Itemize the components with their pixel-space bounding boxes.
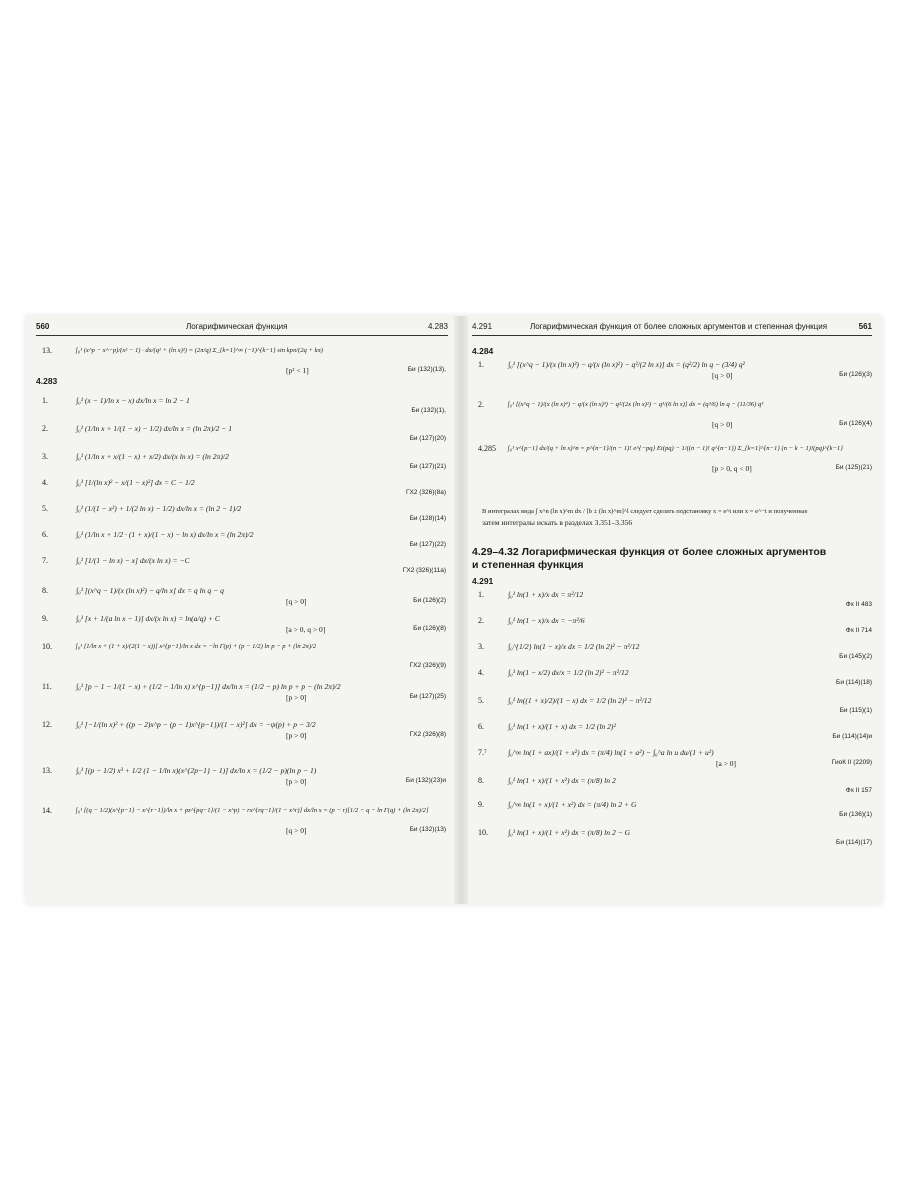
- entry-number: 1.: [478, 360, 484, 369]
- condition: [p > 0]: [286, 777, 307, 786]
- formula: ∫₀^∞ ln(1 + x)/(1 + x²) dx = (π/4) ln 2 + G: [508, 800, 637, 809]
- page-number: 561: [858, 322, 872, 331]
- formula-entry: [472, 696, 872, 716]
- source-reference: Би (127)(20): [409, 435, 446, 442]
- source-reference: Би (145)(2): [839, 653, 872, 660]
- source-reference: Фх II 157: [845, 787, 872, 794]
- formula: ∫₀¹ [(p − 1/2) x³ + 1/2 (1 − 1/ln x)(x^{2p−1} − 1)] dx/ln x = (1/2 − p)(ln p − 1): [76, 766, 317, 775]
- formula-entry: [472, 590, 872, 610]
- right-page: [466, 316, 882, 904]
- condition: [p² < 1]: [286, 366, 309, 375]
- formula: ∫₀¹ [(x^q − 1)/(x (ln x)²) − q/ln x] dx = q ln q − q: [76, 586, 224, 595]
- entry-number: 4.: [42, 478, 48, 487]
- source-reference: Би (126)(2): [413, 597, 446, 604]
- formula-entry: [36, 682, 446, 702]
- substitution-note: [482, 506, 866, 528]
- formula-entry: [472, 360, 872, 380]
- section-label: 4.283: [36, 376, 58, 386]
- formula-entry: [36, 614, 446, 634]
- formula: ∫₀¹ ln((1 + x)/2)/(1 − x) dx = 1/2 (ln 2)² − π²/12: [508, 696, 652, 705]
- entry-number: 2.: [478, 616, 484, 625]
- section-number: [36, 376, 446, 396]
- condition: [q > 0]: [712, 371, 733, 380]
- formula: ∫₀¹ [−1/(ln x)² + ((p − 2)x^p − (p − 1)x^{p−1})/(1 − x)²] dx = −ψ(p) + p − 3/2: [76, 720, 316, 729]
- header-rule: [472, 335, 872, 336]
- formula-entry: [36, 556, 446, 576]
- formula-entry: [472, 642, 872, 662]
- formula-entry: [472, 722, 872, 742]
- entry-number: 4.285: [478, 444, 496, 453]
- source-reference: Би (126)(3): [839, 371, 872, 378]
- condition: [q > 0]: [286, 597, 307, 606]
- formula: ∫₀¹ (1/ln x + 1/2 · (1 + x)/(1 − x) − ln x) dx/ln x = (ln 2π)/2: [76, 530, 254, 539]
- right-page-header: [472, 322, 872, 336]
- condition: [p > 0]: [286, 731, 307, 740]
- formula-entry: [472, 748, 872, 768]
- book-spread: [26, 316, 882, 904]
- formula-entry: [36, 346, 446, 375]
- entry-number: 3.: [478, 642, 484, 651]
- formula-entry: [472, 400, 872, 429]
- source-reference: Би (126)(8): [413, 625, 446, 632]
- formula: ∫₀¹ [(x^q − 1)/(x (ln x)³) − q/(x (ln x)²) − q²/(2 ln x)] dx = (q²/2) ln q − (3/4) q²: [508, 360, 745, 369]
- entry-number: 9.: [478, 800, 484, 809]
- heading-line-1: 4.29–4.32 Логарифмическая функция от более сложных аргументов: [472, 546, 827, 558]
- section-marker: 4.291: [472, 322, 493, 331]
- left-page-header: [36, 322, 448, 336]
- entry-number: 5.: [42, 504, 48, 513]
- formula: ∫₀¹ (1/ln x + x/(1 − x) + x/2) dx/(x ln x) = (ln 2π)/2: [76, 452, 229, 461]
- formula-entry: [472, 444, 872, 473]
- formula-entry: [472, 800, 872, 820]
- formula-entry: [36, 586, 446, 606]
- source-reference: ГХ2 (326)(9): [409, 662, 446, 669]
- entry-number: 1.: [42, 396, 48, 405]
- section-label: 4.291: [472, 576, 494, 586]
- note-line-1: В интегралах вида ∫ x^n (ln x)^m dx / [b ± (ln x)^m]^l следует сделать подстановку x = e^t или x = e^−t и полученные: [482, 508, 808, 515]
- entry-number: 3.: [42, 452, 48, 461]
- formula: ∫₀¹ [1/ln x + (1 + x)/(2(1 − x))] x^{p−1}/ln x dx = −ln Γ(p) + (p − 1/2) ln p − p + (ln 2π)/2: [76, 643, 317, 650]
- entry-number: 7.: [42, 556, 48, 565]
- header-rule: [36, 335, 448, 336]
- formula: ∫₀^∞ ln(1 + ax)/(1 + x²) dx = (π/4) ln(1 + a²) − ∫₀^a ln u du/(1 + u²): [508, 748, 714, 757]
- entry-number: 5.: [478, 696, 484, 705]
- source-reference: Би (136)(1): [839, 811, 872, 818]
- left-page: [26, 316, 456, 904]
- source-reference: Би (128)(14): [409, 515, 446, 522]
- section-heading: [472, 546, 872, 572]
- formula-entry: [472, 828, 872, 848]
- source-reference: ГХ2 (326)(8a): [405, 489, 446, 496]
- formula: ∫₀¹ ln(1 + x)/(1 + x²) dx = (π/8) ln 2 − G: [508, 828, 631, 837]
- entry-number: 7.⁷: [478, 748, 487, 757]
- entry-number: 4.: [478, 668, 484, 677]
- source-reference: Би (132)(1),: [411, 407, 446, 414]
- formula: ∫₀¹ [p − 1 − 1/(1 − x) + (1/2 − 1/ln x) x^{p−1}] dx/ln x = (1/2 − p) ln p + p − (ln 2π)/2: [76, 682, 341, 691]
- formula: ∫₀¹ ln(1 + x)/(1 + x²) dx = (π/8) ln 2: [508, 776, 616, 785]
- condition: [p > 0, q < 0]: [712, 464, 752, 473]
- source-reference: Би (125)(21): [835, 464, 872, 471]
- formula-entry: [472, 668, 872, 688]
- formula-entry: [36, 766, 446, 786]
- condition: [a > 0, q > 0]: [286, 625, 326, 634]
- source-reference: Би (132)(23)и: [405, 777, 446, 784]
- condition: [q > 0]: [712, 420, 733, 429]
- formula: ∫₀¹ x^{p−1} dx/(q + ln x)^n = p^{n−1}/(n − 1)! e^{−pq} Ei(pq) − 1/((n − 1)! q^{n−1}) Σ_{k=1}^{n−1} (n − k − 1)!(pq)^{k−1}: [508, 445, 843, 452]
- formula: ∫₀¹ ln(1 − x)/x dx = −π²/6: [508, 616, 585, 625]
- page-number: 560: [36, 322, 50, 331]
- formula-entry: [36, 396, 446, 416]
- entry-number: 13.: [42, 766, 52, 775]
- formula-entry: [36, 452, 446, 472]
- running-title: Логарифмическая функция от более сложных аргументов и степенная функция: [530, 322, 828, 331]
- section-label: 4.284: [472, 346, 494, 356]
- source-reference: Фх II 483: [845, 601, 872, 608]
- source-reference: Би (127)(22): [409, 541, 446, 548]
- condition: [a > 0]: [716, 759, 737, 768]
- entry-number: 11.: [42, 682, 52, 691]
- entry-number: 12.: [42, 720, 52, 729]
- entry-number: 10.: [42, 642, 52, 651]
- entry-number: 9.: [42, 614, 48, 623]
- entry-number: 8.: [478, 776, 484, 785]
- formula: ∫₀¹ [1/(1 − ln x) − x] dx/(x ln x) = −C: [76, 556, 190, 565]
- formula: ∫₀¹ [x + 1/(a ln x − 1)] dx/(x ln x) = ln(a/q) + C: [76, 614, 220, 623]
- formula-entry: [36, 720, 446, 740]
- entry-number: 2.: [478, 400, 484, 409]
- formula-entry: [36, 642, 446, 669]
- formula-entry: [36, 806, 446, 835]
- source-reference: Фх II 714: [845, 627, 872, 634]
- source-reference: ГХ2 (326)(8): [409, 731, 446, 738]
- heading-line-2: и степенная функция: [472, 559, 584, 571]
- formula-entry: [36, 530, 446, 550]
- source-reference: Би (132)(13),: [407, 366, 446, 373]
- source-reference: Би (132)(13): [409, 826, 446, 833]
- formula-entry: [36, 478, 446, 498]
- formula: ∫₀¹ [(q − 1/2)(x^{p−1} − x^{r−1})/ln x + pz^{pq−1}/(1 − x^p) − rx^{rq−1}/(1 − x^r)] dx/ln x = (p − r)[1/2 − q − ln Γ(q) + (ln 2π)/2]: [76, 807, 429, 814]
- formula-entry: [36, 504, 446, 524]
- formula-entry: [472, 776, 872, 796]
- source-reference: ГХ2 (326)(11a): [402, 567, 446, 574]
- formula: ∫₀¹ (x^p − x^−p)/(x² − 1) · dx/(q² + (ln x)²) = (2π/q) Σ_{k=1}^∞ (−1)^{k−1} sin kpπ/(2q + kπ): [76, 347, 323, 354]
- entry-number: 6.: [42, 530, 48, 539]
- formula: ∫₀¹ ln(1 + x)/(1 + x) dx = 1/2 (ln 2)²: [508, 722, 616, 731]
- note-line-2: затем интегралы искать в разделах 3.351–3.356: [482, 518, 633, 527]
- entry-number: 1.: [478, 590, 484, 599]
- formula: ∫₀¹ (x − 1)/ln x − x) dx/ln x = ln 2 − 1: [76, 396, 190, 405]
- formula: ∫₀¹ ln(1 + x)/x dx = π²/12: [508, 590, 584, 599]
- entry-number: 2.: [42, 424, 48, 433]
- entry-number: 6.: [478, 722, 484, 731]
- formula-entry: [472, 616, 872, 636]
- condition: [q > 0]: [286, 826, 307, 835]
- formula: ∫₀^{1/2} ln(1 − x)/x dx = 1/2 (ln 2)² − π²/12: [508, 642, 640, 651]
- source-reference: Би (114)(14)и: [832, 733, 872, 740]
- formula-entry: [36, 424, 446, 444]
- entry-number: 13.: [42, 346, 52, 355]
- formula: ∫₀¹ [1/(ln x)² − x/(1 − x)²] dx = C − 1/2: [76, 478, 195, 487]
- formula: ∫₀¹ [(x^q − 1)/(x (ln x)⁴) − q/(x (ln x)³) − q²/(2x (ln x)²) − q³/(6 ln x)] dx = (q³/6) ln q − (11/36) q³: [508, 401, 764, 408]
- entry-number: 14.: [42, 806, 52, 815]
- source-reference: Би (114)(18): [836, 679, 872, 686]
- entry-number: 10.: [478, 828, 488, 837]
- source-reference: Би (126)(4): [839, 420, 872, 427]
- source-reference: Би (127)(21): [409, 463, 446, 470]
- formula: ∫₀¹ (1/(1 − x²) + 1/(2 ln x) − 1/2) dx/ln x = (ln 2 − 1)/2: [76, 504, 242, 513]
- running-title: Логарифмическая функция: [186, 322, 288, 331]
- condition: [p > 0]: [286, 693, 307, 702]
- formula: ∫₀¹ (1/ln x + 1/(1 − x) − 1/2) dx/ln x = (ln 2π)/2 − 1: [76, 424, 232, 433]
- formula: ∫₀¹ ln(1 − x/2) dx/x = 1/2 (ln 2)² − π²/12: [508, 668, 629, 677]
- section-marker: 4.283: [427, 322, 448, 331]
- source-reference: ГиоК II (2209): [831, 759, 872, 766]
- source-reference: Би (127)(25): [409, 693, 446, 700]
- source-reference: Би (114)(17): [836, 839, 872, 846]
- entry-number: 8.: [42, 586, 48, 595]
- source-reference: Би (115)(1): [839, 707, 872, 714]
